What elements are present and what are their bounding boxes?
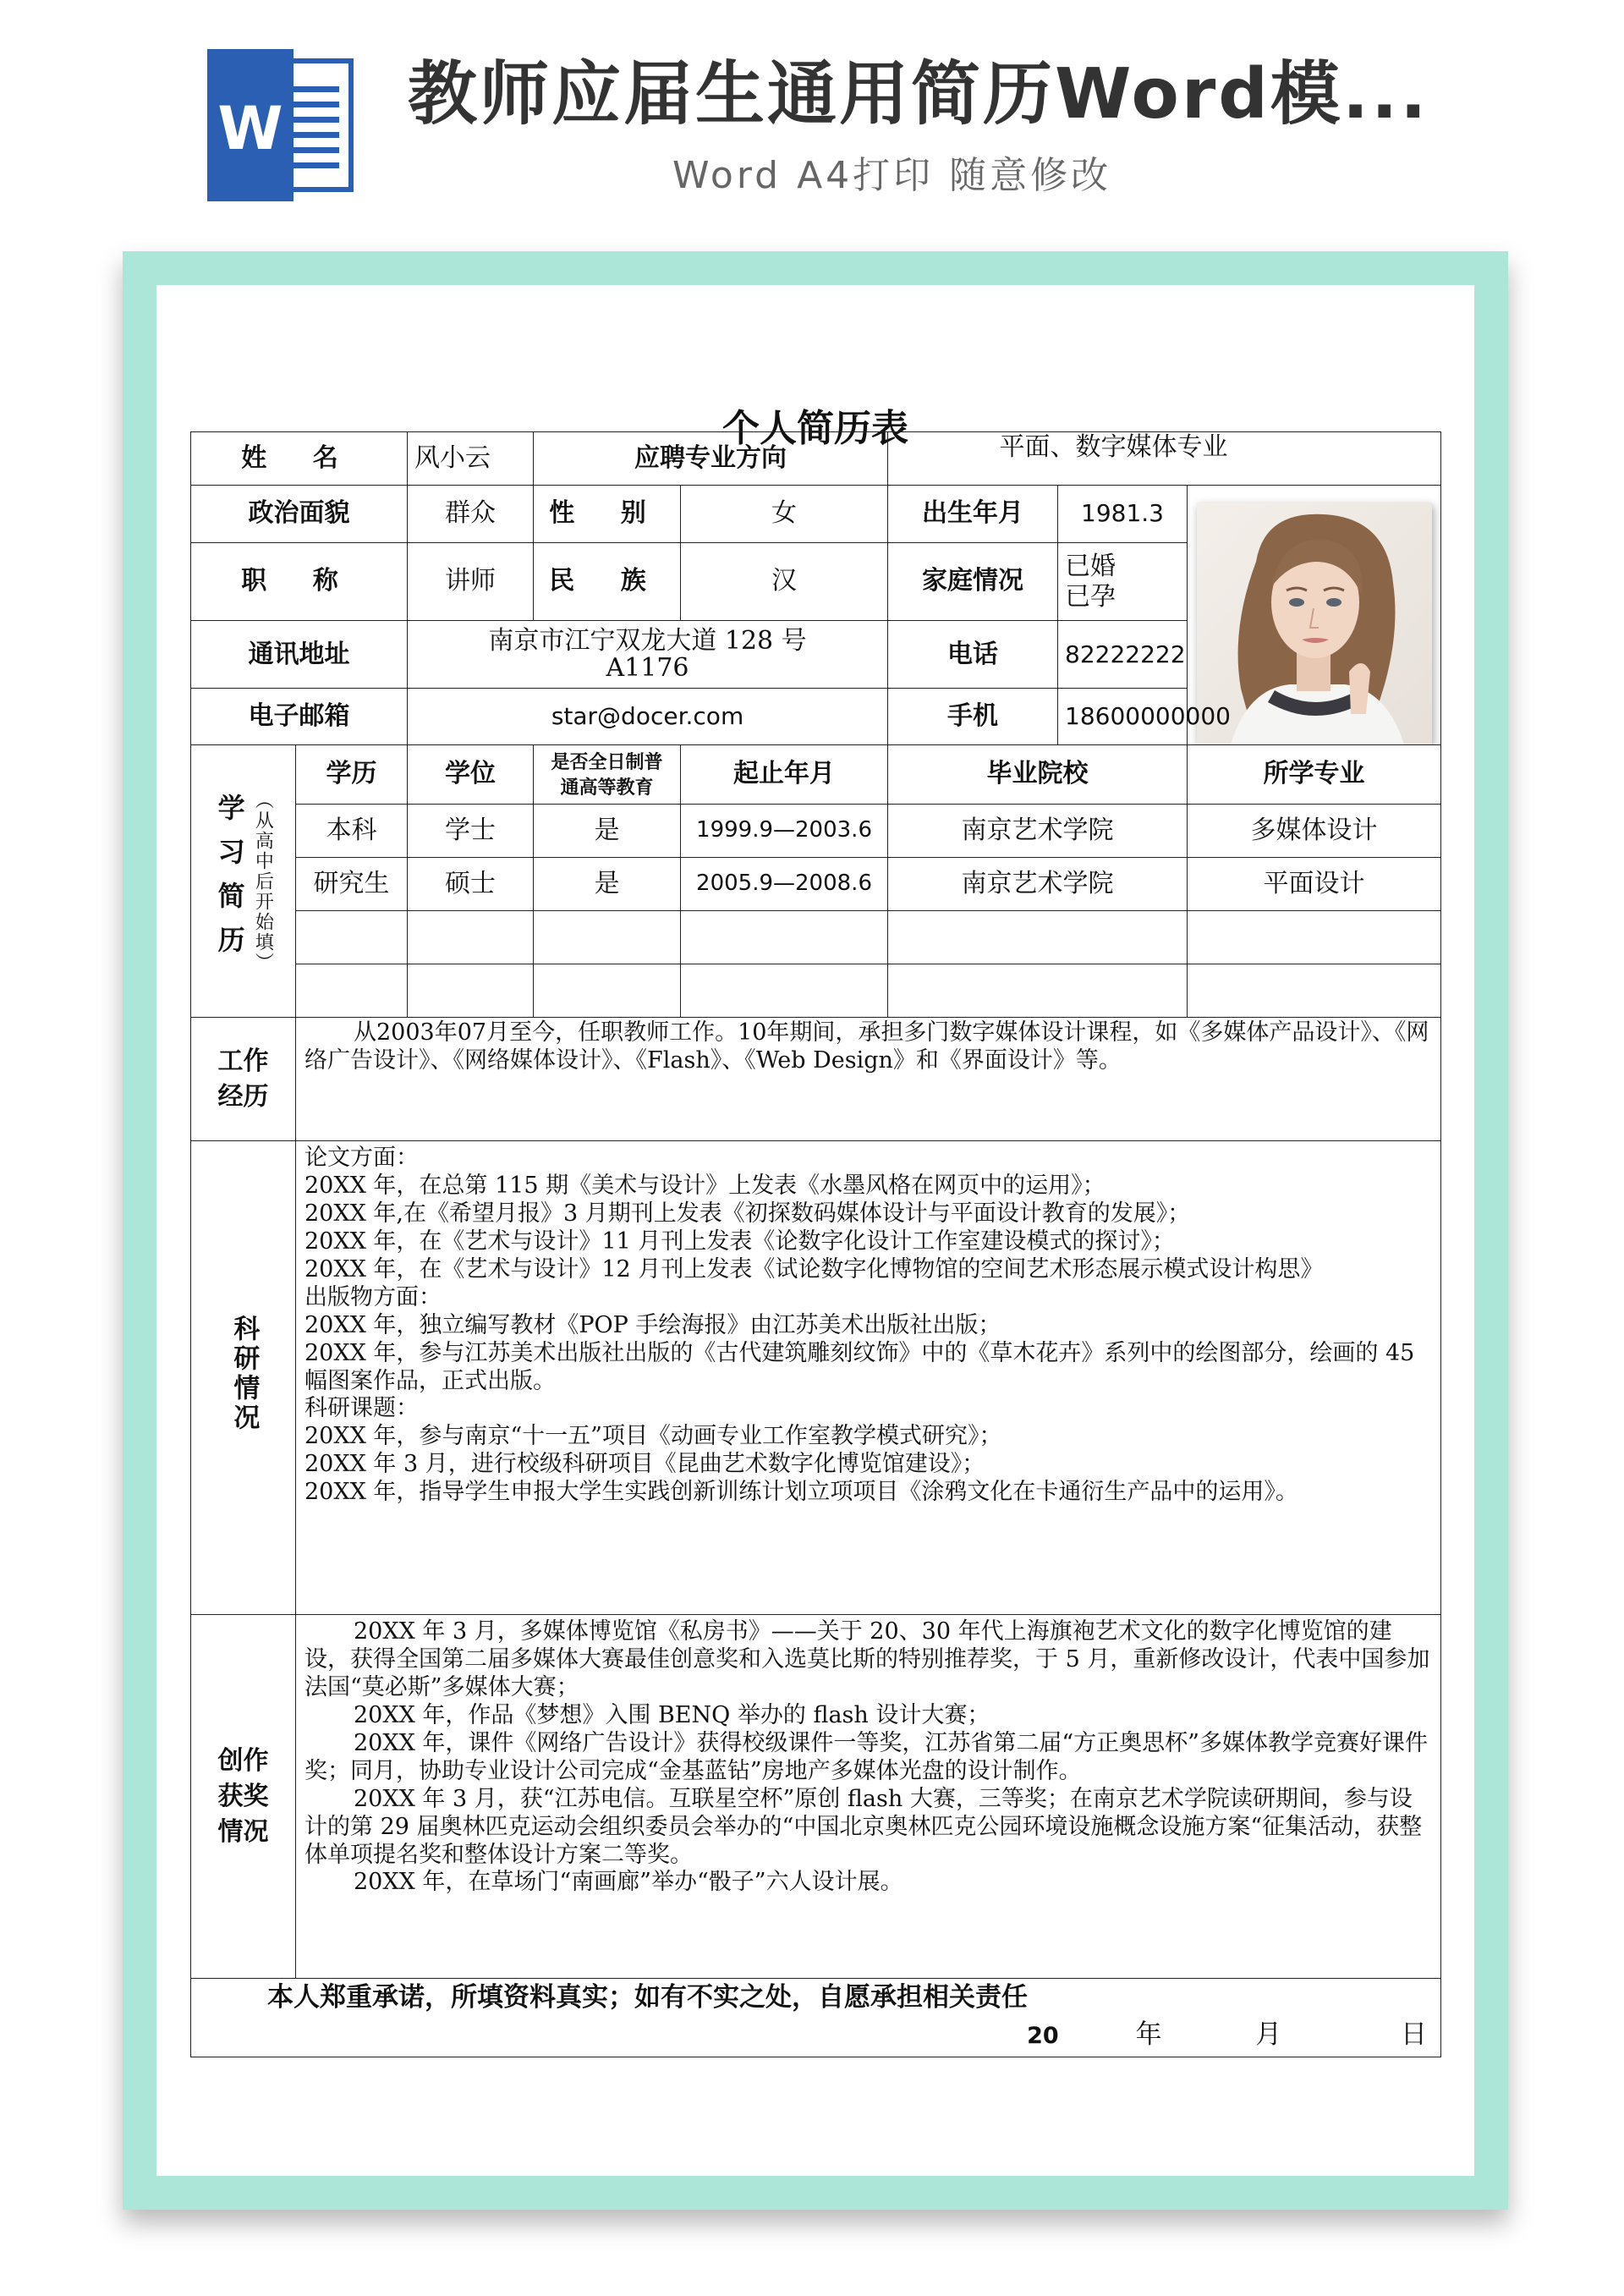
edu-cell	[888, 911, 1188, 964]
rank-label: 职 称	[191, 542, 408, 621]
edu-cell	[1188, 911, 1441, 964]
education-section-note: （从高中后开始填）	[252, 789, 274, 973]
work-content	[296, 1018, 1441, 1141]
research-line: 20XX 年,在《希望月报》3 月期刊上发表《初探数码媒体设计与平面设计教育的发展》；	[304, 1200, 1191, 1227]
work-label-line2: 经历	[217, 1081, 269, 1112]
awards-section-label	[191, 1615, 296, 1979]
awards-label-line3: 情况	[217, 1816, 269, 1847]
name-label: 姓 名	[191, 432, 408, 486]
signature-date	[267, 2019, 1440, 2052]
address-value	[408, 621, 888, 689]
family-value	[1058, 542, 1188, 621]
work-text: 从2003年07月至今，任职教师工作。10年期间，承担多门数字媒体设计课程，如《多媒体产品设计》、《网络广告设计》、《网络媒体设计》、《Flash》、《Web Design》和《界面设计》等。	[304, 1019, 1429, 1074]
edu-cell	[408, 964, 534, 1018]
date-year-value: 20	[1027, 2022, 1059, 2049]
education-section-label	[191, 745, 296, 1018]
date-year-label: 年	[1135, 2019, 1162, 2050]
resume-title: 个人简历表	[722, 407, 908, 450]
ethnic-label: 民 族	[534, 542, 681, 621]
research-line: 20XX 年 3 月，进行校级科研项目《昆曲艺术数字化博览馆建设》；	[304, 1451, 985, 1478]
edu-cell	[534, 964, 681, 1018]
research-line: 出版物方面：	[304, 1283, 442, 1310]
edu-cell: 2005.9—2008.6	[681, 858, 888, 911]
edu-header-title: 学位	[408, 745, 534, 805]
research-line: 20XX 年，在总第 115 期《美术与设计》上发表《水墨风格在网页中的运用》；	[304, 1172, 1106, 1199]
awards-paragraph: 20XX 年 3 月，获“江苏电信。互联星空杯”原创 flash 大赛，三等奖；在南京艺术学院读研期间，参与设计的第 29 届奥林匹克运动会组织委员会举办的“中国北京奥林匹克公园环境设施概念设施方案“征集活动，获整体单项提名奖和整体设计方案二等奖。	[304, 1785, 1423, 1868]
edu-cell: 南京艺术学院	[888, 805, 1188, 858]
resume-page	[156, 285, 1474, 2176]
edu-cell: 研究生	[296, 858, 408, 911]
position-label: 应聘专业方向	[534, 432, 888, 486]
research-line: 20XX 年，指导学生申报大学生实践创新训练计划立项项目《涂鸦文化在卡通衍生产品中的运用》。	[304, 1479, 1298, 1506]
edu-cell	[1188, 964, 1441, 1018]
edu-header-major: 所学专业	[1188, 745, 1441, 805]
research-line: 科研课题：	[304, 1395, 419, 1422]
edu-row-empty	[191, 911, 1441, 964]
edu-header-school: 毕业院校	[888, 745, 1188, 805]
family-line-2: 已孕	[1065, 581, 1116, 612]
edu-cell	[681, 964, 888, 1018]
name-value: 风小云	[408, 432, 534, 486]
gender-label: 性 别	[534, 486, 681, 543]
family-label: 家庭情况	[888, 542, 1058, 621]
birth-label: 出生年月	[888, 486, 1058, 543]
date-month-label: 月	[1255, 2019, 1282, 2050]
edu-cell: 平面设计	[1188, 858, 1441, 911]
edu-header-period: 起止年月	[681, 745, 888, 805]
mobile-value: 18600000000	[1058, 689, 1441, 745]
research-line: 20XX 年，在《艺术与设计》11 月刊上发表《论数字化设计工作室建设模式的探讨》；	[304, 1228, 1175, 1255]
edu-header-fulltime-line2: 通高等教育	[560, 776, 654, 799]
word-logo-letter: W	[217, 94, 283, 163]
awards-content	[296, 1615, 1441, 1979]
edu-cell	[408, 911, 534, 964]
politics-value: 群众	[408, 486, 534, 543]
research-line: 20XX 年，参与江苏美术出版社出版的《古代建筑雕刻纹饰》中的《草木花卉》系列中的绘图部分，绘画的 45 幅图案作品，正式出版。	[304, 1339, 1415, 1394]
politics-label: 政治面貌	[191, 486, 408, 543]
awards-paragraph: 20XX 年 3 月，多媒体博览馆《私房书》——关于 20、30 年代上海旗袍艺术文化的数字化博览馆的建设，获得全国第二届多媒体大赛最佳创意奖和入选莫比斯的特别推荐奖，于 5 月，重新修改设计，代表中国参加法国“莫必斯”多媒体大赛；	[304, 1618, 1430, 1700]
research-line: 论文方面：	[304, 1145, 419, 1171]
edu-cell: 是	[534, 858, 681, 911]
edu-cell	[296, 911, 408, 964]
edu-header-fulltime-line1: 是否全日制普	[551, 750, 663, 773]
research-line: 20XX 年，在《艺术与设计》12 月刊上发表《试论数字化博物馆的空间艺术形态展示模式设计构思》	[304, 1255, 1324, 1283]
edu-cell: 1999.9—2003.6	[681, 805, 888, 858]
edu-cell	[888, 964, 1188, 1018]
research-label-text: 科研情况	[228, 1314, 260, 1433]
work-section-label	[191, 1018, 296, 1141]
word-logo-icon	[207, 49, 359, 201]
edu-cell	[534, 911, 681, 964]
phone-value: 82222222	[1058, 621, 1188, 689]
phone-label: 电话	[888, 621, 1058, 689]
edu-row	[191, 858, 1441, 911]
document-subtitle: Word A4打印 随意修改	[672, 154, 1112, 197]
address-line-1: 南京市江宁双龙大道 128 号	[488, 625, 807, 656]
promise-cell	[191, 1979, 1441, 2057]
edu-cell: 硕士	[408, 858, 534, 911]
research-line: 20XX 年，参与南京“十一五”项目《动画专业工作室教学模式研究》；	[304, 1423, 1002, 1450]
edu-cell: 是	[534, 805, 681, 858]
rank-value: 讲师	[408, 542, 534, 621]
mobile-label: 手机	[888, 689, 1058, 745]
birth-value: 1981.3	[1058, 486, 1188, 543]
document-title: 教师应届生通用简历Word模...	[408, 54, 1429, 135]
research-content	[296, 1141, 1441, 1615]
preview-frame	[123, 251, 1508, 2210]
ethnic-value: 汉	[681, 542, 888, 621]
research-section-label	[191, 1141, 296, 1615]
awards-paragraph: 20XX 年，在草场门“南画廊”举办“骰子”六人设计展。	[354, 1869, 903, 1896]
awards-label-line2: 获奖	[217, 1781, 269, 1811]
edu-cell: 学士	[408, 805, 534, 858]
edu-row	[191, 805, 1441, 858]
edu-header-fulltime	[534, 745, 681, 805]
date-day-label: 日	[1401, 2019, 1428, 2050]
address-line-2: A1176	[606, 652, 689, 683]
resume-table	[190, 431, 1441, 2057]
awards-label-line1: 创作	[217, 1745, 269, 1776]
education-section-title: 学习简历	[213, 793, 246, 969]
gender-value: 女	[681, 486, 888, 543]
family-line-1: 已婚	[1065, 551, 1116, 581]
work-label-line1: 工作	[217, 1046, 269, 1076]
edu-cell: 本科	[296, 805, 408, 858]
position-text: 平面、数字媒体专业	[999, 432, 1228, 462]
awards-paragraph: 20XX 年，课件《网络广告设计》获得校级课件一等奖，江苏省第二届“方正奥思杯”多媒体教学竞赛好课件奖；同月，协助专业设计公司完成“金基蓝钻”房地产多媒体光盘的设计制作。	[304, 1729, 1428, 1784]
edu-row-empty	[191, 964, 1441, 1018]
edu-cell	[296, 964, 408, 1018]
email-value: star@docer.com	[408, 689, 888, 745]
edu-cell: 南京艺术学院	[888, 858, 1188, 911]
address-label: 通讯地址	[191, 621, 408, 689]
edu-cell	[681, 911, 888, 964]
portrait-photo	[1197, 503, 1432, 744]
edu-header-degree: 学历	[296, 745, 408, 805]
promise-text: 本人郑重承诺，所填资料真实；如有不实之处，自愿承担相关责任	[267, 1982, 1028, 2013]
awards-paragraph: 20XX 年，作品《梦想》入围 BENQ 举办的 flash 设计大赛；	[354, 1701, 990, 1728]
research-line: 20XX 年，独立编写教材《POP 手绘海报》由江苏美术出版社出版；	[304, 1311, 1001, 1338]
edu-cell: 多媒体设计	[1188, 805, 1441, 858]
position-value	[888, 432, 1441, 486]
email-label: 电子邮箱	[191, 689, 408, 745]
